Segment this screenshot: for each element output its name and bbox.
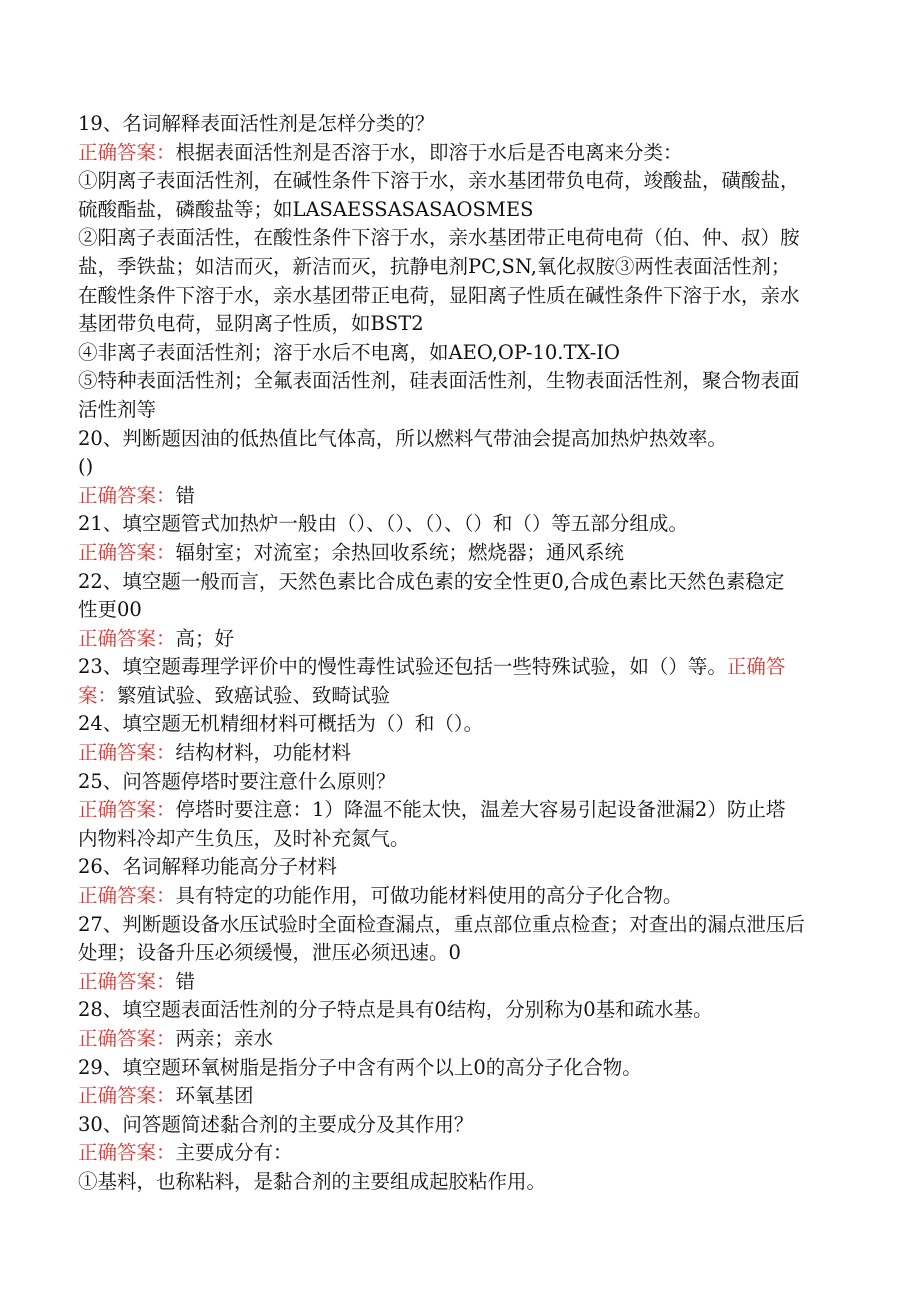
- answer-text: 主要成分有：: [175, 1141, 293, 1165]
- line-text: 20、判断题因油的低热值比气体高，所以燃料气带油会提高加热炉热效率。: [78, 426, 727, 450]
- line-text: ⑤特种表面活性剂；全氟表面活性剂，硅表面活性剂，生物表面活性剂，聚合物表面: [78, 369, 800, 393]
- text-line: [78, 825, 840, 854]
- answer-text: 两亲；亲水: [175, 1027, 274, 1050]
- text-line: [78, 167, 840, 196]
- document-page: [78, 110, 840, 1197]
- line-text: 在酸性条件下溶于水，亲水基团带正电荷，显阳离子性质在碱性条件下溶于水，亲水: [78, 283, 800, 307]
- text-line: [78, 682, 840, 711]
- text-line: [78, 768, 840, 797]
- line-text: 性更00: [78, 598, 142, 622]
- answer-label: 正确答案：: [78, 798, 176, 822]
- text-line: [78, 396, 840, 425]
- text-line: [78, 224, 840, 253]
- text-line: [78, 596, 840, 625]
- text-line: [78, 710, 840, 739]
- line-text: 29、填空题环氧树脂是指分子中含有两个以上0的高分子化合物。: [78, 1055, 642, 1079]
- text-line: [78, 510, 840, 539]
- line-text: 21、填空题管式加热炉一般由（）、（）、（）、（）和（）等五部分组成。: [78, 512, 688, 536]
- line-text: 盐，季铁盐；如洁而灭，新洁而灭，抗静电剂PC,SN,氧化叔胺③两性表面活性剂；: [78, 254, 791, 278]
- line-text: ②阳离子表面活性，在酸性条件下溶于水，亲水基团带正电荷电荷（伯、仲、叔）胺: [78, 226, 800, 250]
- answer-label: 案：: [78, 683, 118, 707]
- line-text: 26、名词解释功能高分子材料: [78, 855, 337, 879]
- line-text: 内物料冷却产生负压，及时补充氮气。: [78, 826, 410, 850]
- text-line: [78, 853, 840, 882]
- text-line: [78, 653, 840, 682]
- text-line: [78, 625, 840, 654]
- answer-label: 正确答案：: [78, 741, 176, 765]
- answer-label: 正确答案：: [78, 140, 176, 164]
- text-line: [78, 1054, 840, 1083]
- text-line: [78, 367, 840, 396]
- line-text: 22、填空题一般而言，天然色素比合成色素的安全性更0,合成色素比天然色素稳定: [78, 569, 785, 593]
- text-line: [78, 882, 840, 911]
- text-line: [78, 1082, 840, 1111]
- line-text: 24、填空题无机精细材料可概括为（）和（）。: [78, 712, 484, 736]
- text-line: [78, 996, 840, 1025]
- line-text: 硫酸酯盐，磷酸盐等；如LASAESSASASAOSMES: [78, 197, 534, 221]
- answer-label: 正确答案：: [78, 1084, 176, 1108]
- answer-text: 具有特定的功能作用，可做功能材料使用的高分子化合物。: [175, 884, 683, 908]
- text-line: [78, 911, 840, 940]
- text-line: [78, 739, 840, 768]
- text-line: [78, 196, 840, 225]
- answer-text: 结构材料，功能材料: [175, 741, 352, 765]
- text-line: [78, 139, 840, 168]
- line-text: ①基料，也称粘料，是黏合剂的主要组成起胶粘作用。: [78, 1169, 547, 1193]
- line-text: 30、问答题简述黏合剂的主要成分及其作用？: [78, 1112, 474, 1136]
- answer-text: 繁殖试验、致癌试验、致畸试验: [117, 683, 391, 707]
- text-line: [78, 282, 840, 311]
- text-line: [78, 425, 840, 454]
- line-text: 活性剂等: [78, 397, 157, 421]
- line-text: 19、名词解释表面活性剂是怎样分类的？: [78, 112, 435, 135]
- text-line: [78, 1139, 840, 1168]
- answer-label: 正确答案：: [78, 1141, 176, 1165]
- line-text: ①阴离子表面活性剂，在碱性条件下溶于水，亲水基团带负电荷，竣酸盐，磺酸盐，: [78, 169, 800, 193]
- line-text: 处理；设备升压必须缓慢，泄压必须迅速。0: [78, 941, 461, 965]
- text-line: [78, 453, 840, 482]
- line-text: 27、判断题设备水压试验时全面检查漏点，重点部位重点检查；对查出的漏点泄压后: [78, 912, 805, 936]
- text-line: [78, 1025, 840, 1054]
- text-line: [78, 568, 840, 597]
- line-text: 25、问答题停塔时要注意什么原则？: [78, 769, 396, 793]
- answer-label: 正确答: [726, 655, 786, 679]
- text-line: [78, 253, 840, 282]
- answer-label: 正确答案：: [78, 483, 176, 507]
- answer-label: 正确答案：: [78, 1027, 176, 1050]
- text-line: [78, 796, 840, 825]
- answer-label: 正确答案：: [78, 969, 176, 993]
- answer-text: 高；好: [175, 626, 235, 650]
- answer-text: 错: [175, 483, 196, 507]
- answer-label: 正确答案：: [78, 626, 176, 650]
- text-line: [78, 110, 840, 139]
- text-line: [78, 310, 840, 339]
- answer-text: 停塔时要注意：1）降温不能太快，温差大容易引起设备泄漏2）防止塔: [175, 798, 786, 822]
- text-line: [78, 539, 840, 568]
- line-text: (): [78, 455, 94, 479]
- line-text: ④非离子表面活性剂；溶于水后不电离，如AEO,OP-10.TX-IO: [78, 340, 620, 364]
- answer-text: 根据表面活性剂是否溶于水，即溶于水后是否电离来分类：: [175, 140, 683, 164]
- text-line: [78, 968, 840, 997]
- text-line: [78, 1168, 840, 1197]
- text-line: [78, 482, 840, 511]
- answer-text: 辐射室；对流室；余热回收系统；燃烧器；通风系统: [175, 540, 625, 564]
- answer-label: 正确答案：: [78, 884, 176, 908]
- answer-label: 正确答案：: [78, 540, 176, 564]
- text-line: [78, 339, 840, 368]
- answer-text: 环氧基团: [175, 1084, 254, 1108]
- line-text: 基团带负电荷，显阴离子性质，如BST2: [78, 312, 424, 336]
- text-line: [78, 1111, 840, 1140]
- text-line: [78, 939, 840, 968]
- answer-text: 错: [175, 969, 196, 993]
- line-text: 28、填空题表面活性剂的分子特点是具有0结构，分别称为0基和疏水基。: [78, 998, 713, 1022]
- line-text: 23、填空题毒理学评价中的慢性毒性试验还包括一些特殊试验，如（）等。: [78, 655, 727, 679]
